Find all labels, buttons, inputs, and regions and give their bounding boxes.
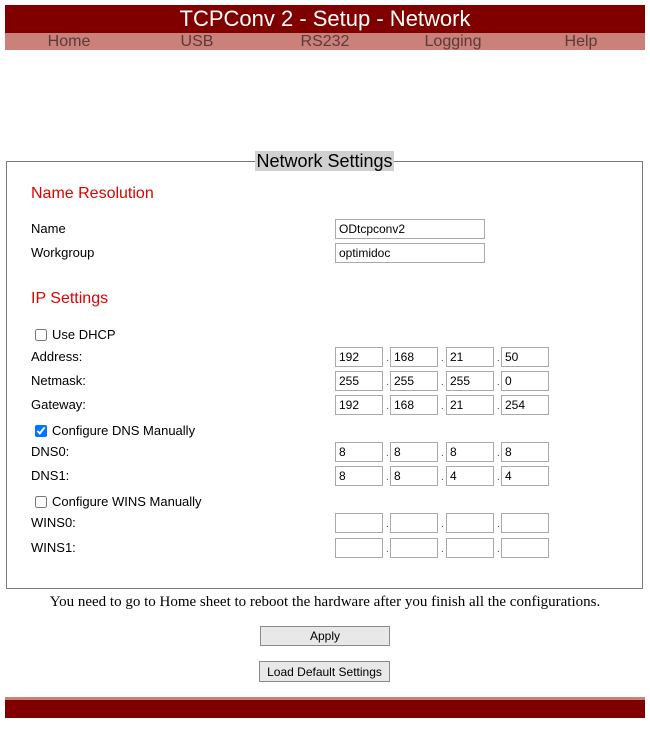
page-header bbox=[5, 5, 645, 33]
ip-separator: . bbox=[441, 472, 444, 483]
ip-octet-input[interactable] bbox=[390, 371, 438, 391]
ip-settings-title: IP Settings bbox=[31, 290, 109, 307]
ip-octet-input[interactable] bbox=[335, 347, 383, 367]
ip-octet-input[interactable] bbox=[390, 538, 438, 558]
ip-octet-input[interactable] bbox=[335, 395, 383, 415]
configure-wins-checkbox[interactable] bbox=[35, 496, 47, 508]
ip-separator: . bbox=[386, 377, 389, 388]
ip-octet-input[interactable] bbox=[390, 347, 438, 367]
ip-octet-input[interactable] bbox=[501, 442, 549, 462]
ip-octet-input[interactable] bbox=[501, 538, 549, 558]
ip-separator: . bbox=[386, 353, 389, 364]
ip-separator: . bbox=[441, 377, 444, 388]
ip-octet-input[interactable] bbox=[446, 466, 494, 486]
page-footer bbox=[5, 697, 645, 718]
ip-separator: . bbox=[497, 448, 500, 459]
workgroup-input[interactable] bbox=[335, 243, 485, 263]
configure-dns-label: Configure DNS Manually bbox=[52, 423, 196, 438]
gateway-label: Gateway: bbox=[31, 397, 86, 412]
ip-octet-input[interactable] bbox=[335, 466, 383, 486]
use-dhcp-label: Use DHCP bbox=[52, 327, 116, 342]
ip-octet-input[interactable] bbox=[335, 371, 383, 391]
ip-separator: . bbox=[386, 519, 389, 530]
ip-octet-input[interactable] bbox=[501, 347, 549, 367]
ip-separator: . bbox=[441, 401, 444, 412]
ip-separator: . bbox=[497, 377, 500, 388]
use-dhcp-row[interactable] bbox=[35, 327, 116, 342]
ip-separator: . bbox=[386, 401, 389, 412]
dns1-label: DNS1: bbox=[31, 468, 70, 483]
ip-octet-input[interactable] bbox=[446, 371, 494, 391]
ip-separator: . bbox=[441, 353, 444, 364]
ip-separator: . bbox=[441, 448, 444, 459]
ip-separator: . bbox=[497, 401, 500, 412]
ip-separator: . bbox=[441, 519, 444, 530]
configure-dns-checkbox[interactable] bbox=[35, 425, 47, 437]
ip-separator: . bbox=[441, 544, 444, 555]
configure-dns-row[interactable] bbox=[35, 423, 195, 438]
page-title: TCPConv 2 - Setup - Network bbox=[179, 6, 471, 31]
configure-wins-label: Configure WINS Manually bbox=[52, 494, 202, 509]
fieldset-legend: Network Settings bbox=[256, 151, 393, 171]
ip-octet-input[interactable] bbox=[501, 371, 549, 391]
ip-octet-input[interactable] bbox=[390, 466, 438, 486]
load-defaults-button[interactable]: Load Default Settings bbox=[259, 661, 390, 682]
nav-help[interactable]: Help bbox=[564, 33, 598, 50]
wins0-label: WINS0: bbox=[31, 515, 76, 530]
ip-octet-input[interactable] bbox=[446, 513, 494, 533]
ip-octet-input[interactable] bbox=[501, 466, 549, 486]
apply-button[interactable]: Apply bbox=[260, 626, 390, 646]
ip-separator: . bbox=[497, 353, 500, 364]
ip-octet-input[interactable] bbox=[446, 347, 494, 367]
nav-home[interactable]: Home bbox=[47, 33, 91, 50]
ip-octet-input[interactable] bbox=[390, 442, 438, 462]
ip-octet-input[interactable] bbox=[390, 513, 438, 533]
address-label: Address: bbox=[31, 349, 83, 364]
use-dhcp-checkbox[interactable] bbox=[35, 329, 47, 341]
wins1-label: WINS1: bbox=[31, 540, 76, 555]
configure-wins-row[interactable] bbox=[35, 494, 202, 509]
ip-separator: . bbox=[497, 519, 500, 530]
ip-octet-input[interactable] bbox=[501, 513, 549, 533]
ip-octet-input[interactable] bbox=[390, 395, 438, 415]
nav-rs232[interactable]: RS232 bbox=[300, 33, 350, 50]
name-label: Name bbox=[31, 221, 66, 236]
reboot-notice: You need to go to Home sheet to reboot the hardware after you finish all the configurations. bbox=[49, 594, 601, 610]
ip-octet-input[interactable] bbox=[446, 442, 494, 462]
ip-separator: . bbox=[497, 472, 500, 483]
nav-bar bbox=[5, 33, 645, 50]
ip-separator: . bbox=[386, 544, 389, 555]
ip-octet-input[interactable] bbox=[335, 513, 383, 533]
ip-octet-input[interactable] bbox=[446, 538, 494, 558]
netmask-label: Netmask: bbox=[31, 373, 86, 388]
workgroup-label: Workgroup bbox=[31, 245, 95, 260]
ip-octet-input[interactable] bbox=[335, 442, 383, 462]
network-settings-fieldset bbox=[6, 151, 643, 589]
nav-usb[interactable]: USB bbox=[180, 33, 214, 50]
ip-separator: . bbox=[386, 472, 389, 483]
nav-logging[interactable]: Logging bbox=[424, 33, 482, 50]
ip-separator: . bbox=[497, 544, 500, 555]
dns0-label: DNS0: bbox=[31, 444, 70, 459]
name-input[interactable] bbox=[335, 219, 485, 239]
ip-separator: . bbox=[386, 448, 389, 459]
ip-octet-input[interactable] bbox=[335, 538, 383, 558]
ip-octet-input[interactable] bbox=[501, 395, 549, 415]
name-resolution-title: Name Resolution bbox=[31, 185, 154, 202]
ip-octet-input[interactable] bbox=[446, 395, 494, 415]
